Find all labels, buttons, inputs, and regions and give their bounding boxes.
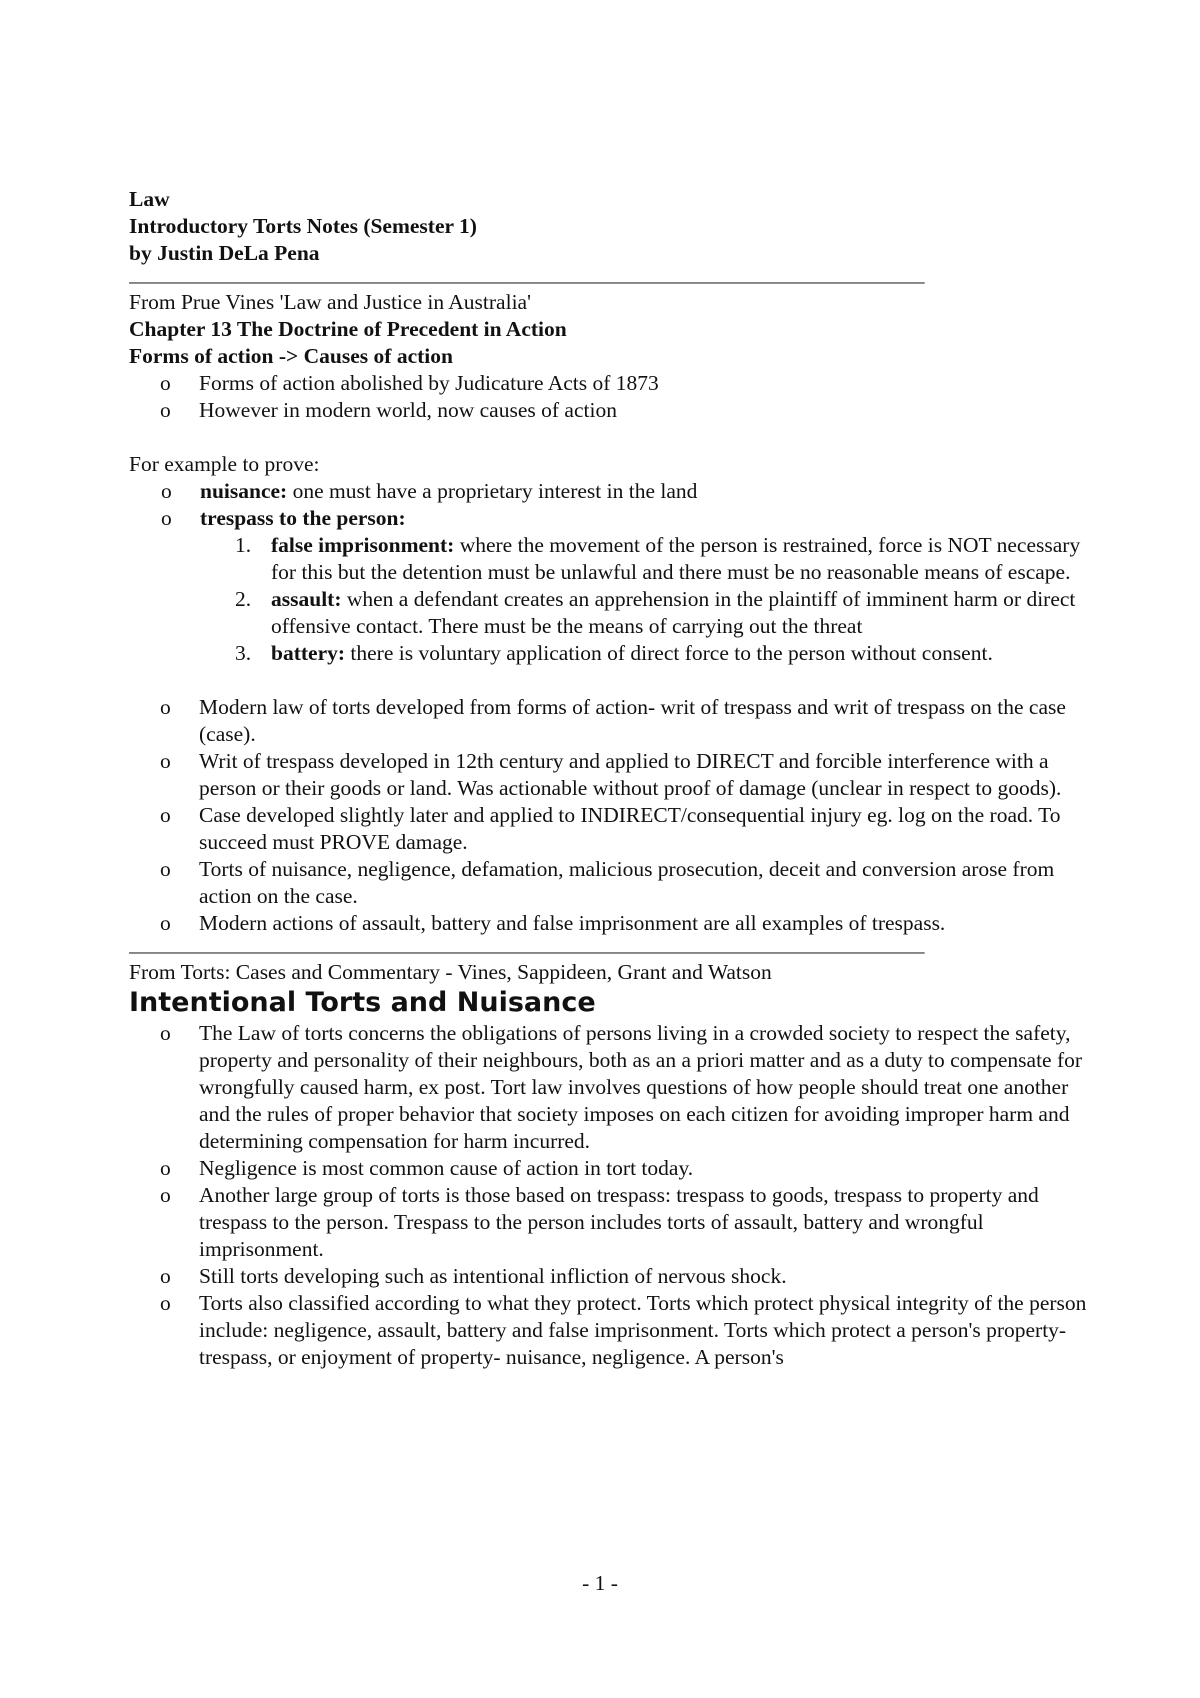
section1-bullets — [129, 370, 1089, 424]
example-intro: For example to prove: — [129, 452, 320, 476]
header-title: Introductory Torts Notes (Semester 1) — [129, 214, 477, 238]
section1-chapter: Chapter 13 The Doctrine of Precedent in Action — [129, 317, 567, 341]
spacer — [129, 424, 1089, 451]
term: trespass to the person: — [200, 506, 406, 530]
list-item: o Writ of trespass developed in 12th century and applied to DIRECT and forcible interference with a person or their goods or land. Was actionable without proof of damage (unclear in respect to goods). — [199, 748, 1089, 802]
section1-subhead: Forms of action -> Causes of action — [129, 344, 453, 368]
horizontal-rule-1: __________________________________________________________________________ — [129, 267, 925, 286]
term: nuisance: — [200, 479, 288, 503]
item-number: 3. — [235, 641, 252, 665]
list-item: o Another large group of torts is those based on trespass: trespass to goods, trespass to property and trespass to the person. Trespass to the person includes torts of assault, battery and wrongful imprisonment. — [199, 1182, 1089, 1263]
list-item: o The Law of torts concerns the obligations of persons living in a crowded society to respect the safety, property and personality of their neighbours, both as an a priori matter and as a duty to compensate for wrongfully caused harm, ex post. Tort law involves questions of how people should treat one another and the rules of proper behavior that society imposes on each citizen for avoiding improper harm and determining compensation for harm incurred. — [199, 1020, 1089, 1155]
item-number: 1. — [235, 533, 252, 557]
horizontal-rule-2: __________________________________________________________________________ — [129, 937, 925, 956]
list-item: o Torts also classified according to what they protect. Torts which protect physical integrity of the person include: negligence, assault, battery and false imprisonment. Torts which protect a person's property- trespass, or enjoyment of property- nuisance, negligence. A person's — [199, 1290, 1089, 1371]
term: false imprisonment: — [271, 533, 455, 557]
list-item — [235, 586, 1089, 640]
section1-source: From Prue Vines 'Law and Justice in Australia' — [129, 290, 531, 314]
term: assault: — [271, 587, 342, 611]
definition: one must have a proprietary interest in the land — [287, 479, 698, 503]
term: battery: — [271, 641, 346, 665]
list-item: o Forms of action abolished by Judicature Acts of 1873 — [199, 370, 1089, 397]
list-item: o However in modern world, now causes of action — [199, 397, 1089, 424]
definition: where the movement of the person is restrained, force is NOT necessary for this but the detention must be unlawful and there must be no reasonable means of escape. — [271, 533, 1081, 584]
list-item: o Still torts developing such as intentional infliction of nervous shock. — [199, 1263, 1089, 1290]
list-item — [235, 640, 1089, 667]
section2-title: Intentional Torts and Nuisance — [129, 987, 596, 1018]
list-item: o Negligence is most common cause of action in tort today. — [199, 1155, 1089, 1182]
definition: when a defendant creates an apprehension in the plaintiff of imminent harm or direct offensive contact. There must be the means of carrying out the threat — [271, 587, 1076, 638]
section2-source: From Torts: Cases and Commentary - Vines, Sappideen, Grant and Watson — [129, 960, 772, 984]
list-item: o Modern actions of assault, battery and false imprisonment are all examples of trespass. — [199, 910, 1089, 937]
definition: there is voluntary application of direct force to the person without consent. — [345, 641, 993, 665]
list-item: o Modern law of torts developed from forms of action- writ of trespass and writ of trespass on the case (case). — [199, 694, 1089, 748]
list-item: o Case developed slightly later and applied to INDIRECT/consequential injury eg. log on the road. To succeed must PROVE damage. — [199, 802, 1089, 856]
header-subject: Law — [129, 187, 170, 211]
list-item — [235, 532, 1089, 586]
list-item: o Torts of nuisance, negligence, defamation, malicious prosecution, deceit and conversion arose from action on the case. — [199, 856, 1089, 910]
header-author: by Justin DeLa Pena — [129, 241, 320, 265]
section2-bullets — [129, 1020, 1089, 1371]
numbered-list — [129, 532, 1089, 667]
spacer — [129, 667, 1089, 694]
section1-bullets-2 — [129, 694, 1089, 937]
list-item — [200, 478, 1089, 505]
examples-list — [129, 478, 1089, 532]
page-content — [129, 186, 1089, 1371]
item-number: 2. — [235, 587, 252, 611]
list-item — [200, 505, 1089, 532]
page-number: - 1 - — [582, 1571, 618, 1595]
